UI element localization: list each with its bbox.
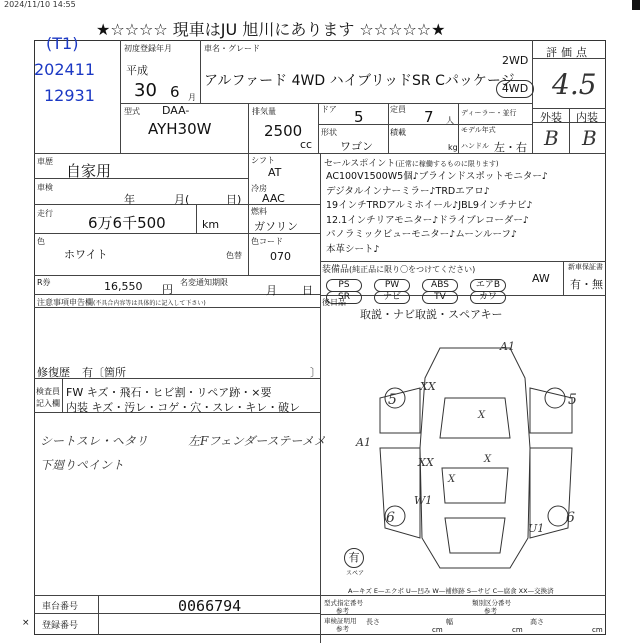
diagram-mark-5-left: 5 — [388, 392, 397, 408]
handwritten-right1: 左Fフェンダーステーメメ — [188, 434, 326, 448]
handwritten-left2: 下廻りペイント — [40, 458, 125, 472]
header-banner: ★☆☆☆☆ 現車はJU 旭川にあります ☆☆☆☆☆★ — [96, 20, 446, 39]
mileage-unit: km — [202, 218, 220, 231]
diagram-mark-x-1: X — [478, 410, 486, 421]
type-cert-sub: 参考 — [336, 607, 349, 615]
aw-label: AW — [532, 272, 550, 285]
sales-point-line: AC100V1500W5個♪ブラインドスポットモニター♪ — [326, 171, 548, 182]
inspection-day: 日) — [226, 193, 242, 206]
diagram-mark-xx-2: XX — [418, 456, 434, 469]
model-label: 型式 — [124, 107, 140, 116]
reg-no-mark: × — [22, 618, 30, 628]
doors-label: ドア — [321, 105, 337, 114]
displacement: 2500 — [264, 122, 303, 140]
handle-label: ハンドル — [461, 142, 489, 150]
exterior-grade: B — [544, 126, 559, 150]
notes-label: 注意事項申告欄(不具合内容等は具体的に記入して下さい) — [37, 298, 206, 307]
stamp-line3: 12931 — [44, 86, 95, 105]
shift: AT — [268, 166, 282, 179]
diagram-mark-5-right: 5 — [568, 392, 577, 408]
ac: AAC — [262, 192, 285, 205]
reg-era: 平成 — [126, 64, 148, 77]
timestamp: 2024/11/10 14:55 — [4, 0, 76, 9]
rear-items: 取説・ナビ取説・スペアキー — [360, 308, 503, 321]
car-name-label: 車名・グレード — [204, 44, 260, 53]
sales-points-label: セールスポイント(正常に稼働するものに限ります) — [324, 159, 499, 169]
equipment-item: TV — [422, 291, 458, 304]
diagram-mark-u1: U1 — [528, 522, 545, 535]
reg-month-unit: 月 — [188, 93, 196, 102]
length-unit: cm — [432, 626, 443, 634]
inspection-label: 車検 — [37, 183, 53, 192]
equipment-item: PS — [326, 279, 362, 292]
doors: 5 — [354, 108, 364, 126]
drive-4wd: 4WD — [496, 80, 534, 98]
width-label: 幅 — [446, 618, 453, 626]
repair-label: 修復歴 — [37, 366, 70, 379]
car-name: アルファード 4WD ハイブリッドSR Cパッケージ — [204, 73, 515, 89]
equipment-row2 — [326, 284, 518, 304]
interior-label: 内装 — [576, 111, 598, 124]
fuel-label: 燃料 — [251, 207, 267, 216]
reg-no-label: 登録番号 — [42, 621, 79, 631]
mileage-label: 走行 — [37, 209, 53, 218]
inspector-label1: 検査員 — [36, 387, 60, 396]
sales-point-line: デジタルインナーミラー♪TRDエアロ♪ — [326, 185, 490, 197]
equipment-item: PW — [374, 279, 410, 292]
sales-points-list — [326, 170, 602, 257]
dims-label: 車検証明用 — [324, 617, 357, 625]
sales-point-line: 本革シート♪ — [326, 243, 380, 255]
drive-2wd: 2WD — [502, 54, 529, 67]
equipment-item: エアB — [470, 279, 506, 292]
inspection-month: 月( — [174, 193, 190, 206]
dims-sub: 参考 — [336, 625, 349, 633]
chassis-label: 車台番号 — [42, 602, 79, 612]
capacity: 7 — [424, 108, 434, 126]
diagram-mark-6-right: 6 — [566, 510, 575, 526]
mileage: 6万6千500 — [88, 214, 166, 232]
fuel: ガソリン — [254, 220, 298, 233]
diagram-mark-a1-left: A1 — [356, 436, 371, 449]
warranty: 有・無 — [570, 278, 603, 291]
equipment-item: ABS — [422, 279, 458, 292]
handle: 左・右 — [494, 141, 527, 154]
rear-items-label: 後日品 — [322, 298, 346, 307]
recycle-amount: 16,550 — [104, 280, 143, 293]
repair-value: 有〔箇所 — [82, 366, 126, 379]
height-unit: cm — [592, 626, 603, 634]
vehicle-damage-diagram — [350, 338, 600, 578]
spare-tire-note: スペア — [346, 570, 365, 577]
spare-tire-mark: 有 — [344, 548, 364, 568]
cc-unit: cc — [300, 138, 313, 151]
inspection-year: 年 — [124, 193, 135, 206]
diagram-mark-xx-1: XX — [420, 380, 436, 393]
usage-label: 車歴 — [37, 157, 53, 166]
model-prefix: DAA- — [162, 104, 190, 117]
color-code-label: 色コード — [251, 237, 283, 246]
diagram-mark-x-3: X — [448, 474, 456, 485]
body-label: 形状 — [321, 128, 337, 137]
load-unit: kg — [448, 143, 458, 152]
inspector-fw: FW キズ・飛石・ヒビ割・リペア跡・×要 — [66, 386, 272, 399]
length-label: 長さ — [366, 618, 380, 626]
sales-point-line: 19インチTRDアルミホイール♪JBL9インチナビ♪ — [326, 200, 533, 211]
stamp-line2: 202411 — [34, 60, 96, 79]
grade-score: 4.5 — [552, 68, 597, 101]
class-sub: 参考 — [484, 607, 497, 615]
height-label: 高さ — [530, 618, 544, 626]
color-code: 070 — [270, 250, 291, 263]
first-reg-label: 初度登録年月 — [124, 44, 172, 53]
reg-year: 30 — [134, 80, 157, 101]
displacement-label: 排気量 — [252, 107, 276, 116]
usage: 自家用 — [66, 162, 112, 180]
diagram-mark-a1-top: A1 — [500, 340, 515, 353]
title-month: 月 — [266, 284, 277, 297]
capacity-label: 定員 — [390, 105, 406, 114]
model-code: AYH30W — [148, 120, 212, 138]
equipment-item: カワ — [470, 291, 506, 304]
inspector-label2: 記入欄 — [36, 399, 60, 408]
equipment-label: 装備品(純正品に限り〇をつけてください) — [322, 265, 476, 275]
stamp-line1: (T1) — [46, 34, 79, 53]
equipment-item: SR — [326, 291, 362, 304]
type-cert-label: 型式指定番号 — [324, 599, 363, 607]
sales-point-line: 12.1インチリアモニター♪ドライブレコーダー♪ — [326, 214, 529, 226]
interior-grade: B — [582, 126, 597, 150]
body: ワゴン — [340, 140, 373, 153]
recycle-label: R券 — [37, 278, 51, 287]
reg-month: 6 — [170, 83, 180, 101]
ac-label: 冷房 — [251, 184, 267, 193]
chassis-number: 0066794 — [178, 597, 242, 615]
class-label: 類別区分番号 — [472, 599, 511, 607]
corner-mark — [632, 0, 640, 10]
handwritten-left1: シートスレ・ヘタリ — [40, 434, 148, 448]
repair-close: 〕 — [310, 366, 321, 379]
warranty-label: 新車保証書 — [568, 263, 603, 271]
diagram-mark-w1: W1 — [414, 494, 433, 507]
model-year-label: モデル年式 — [461, 126, 496, 134]
damage-legend: A—キズ E—エクボ U—凹み W—補修跡 S—サビ C—腐食 XX—交換済 — [348, 587, 554, 595]
dealer-label: ディーラー・並行 — [461, 109, 517, 117]
shift-label: シフト — [251, 156, 275, 165]
capacity-unit: 人 — [446, 116, 454, 125]
exterior-label: 外装 — [540, 111, 562, 124]
load-label: 積載 — [390, 128, 406, 137]
width-unit: cm — [512, 626, 523, 634]
color-replace-label: 色替 — [226, 251, 242, 260]
sales-point-line: パノラミックビューモニター♪ムーンルーフ♪ — [326, 229, 518, 240]
diagram-mark-x-2: X — [484, 454, 492, 465]
grade-label: 評価点 — [546, 46, 591, 59]
title-notice-label: 名変通知期限 — [180, 278, 228, 287]
inspector-interior: 内装 キズ・汚レ・コゲ・穴・スレ・キレ・破レ — [66, 401, 301, 414]
diagram-mark-6-left: 6 — [386, 510, 395, 526]
recycle-unit: 円 — [162, 283, 173, 296]
title-day: 日 — [302, 284, 313, 297]
color-label: 色 — [37, 237, 45, 246]
equipment-item: ナビ — [374, 291, 410, 304]
color: ホワイト — [64, 248, 108, 261]
